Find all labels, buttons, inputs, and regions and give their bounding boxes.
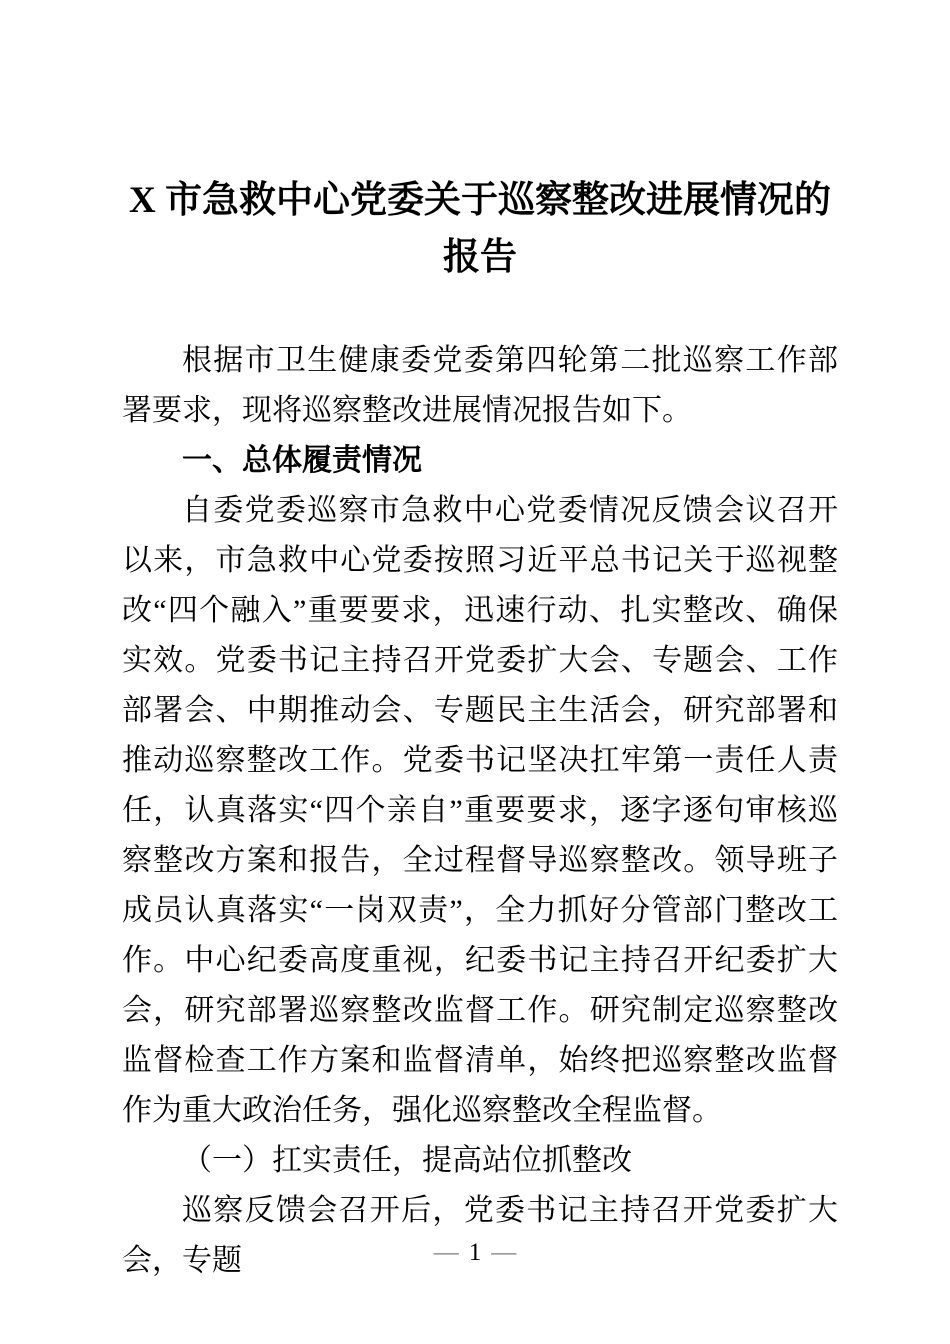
- page-footer: [0, 1238, 950, 1268]
- footer-dash-left: —: [433, 1239, 459, 1266]
- section-1-heading: 一、总体履责情况: [182, 444, 422, 477]
- subsection-1-1-heading: （一）扛实责任，提高站位抓整改: [182, 1144, 632, 1177]
- intro-paragraph: 根据市卫生健康委党委第四轮第二批巡察工作部署要求，现将巡察整改进展情况报告如下。: [122, 344, 838, 427]
- document-content: [122, 0, 838, 1286]
- page-number: 1: [468, 1239, 482, 1266]
- subsection-1-1-paragraph: 巡察反馈会召开后，党委书记主持召开党委扩大会，专题: [122, 1194, 838, 1277]
- footer-dash-right: —: [491, 1239, 517, 1266]
- section-1-paragraph: 自委党委巡察市急救中心党委情况反馈会议召开以来，市急救中心党委按照习近平总书记关于巡视整改“四个融入”重要要求，迅速行动、扎实整改、确保实效。党委书记主持召开党委扩大会、专题会、工作部署会、中期推动会、专题民主生活会，研究部署和推动巡察整改工作。党委书记坚决扛牢第一责任人责任，认真落实“四个亲自”重要要求，逐字逐句审核巡察整改方案和报告，全过程督导巡察整改。领导班子成员认真落实“一岗双责”，全力抓好分管部门整改工作。中心纪委高度重视，纪委书记主持召开纪委扩大会，研究部署巡察整改监督工作。研究制定巡察整改监督检查工作方案和监督清单，始终把巡察整改监督作为重大政治任务，强化巡察整改全程监督。: [122, 494, 838, 1127]
- document-title: X 市急救中心党委关于巡察整改进展情况的报告: [129, 180, 831, 278]
